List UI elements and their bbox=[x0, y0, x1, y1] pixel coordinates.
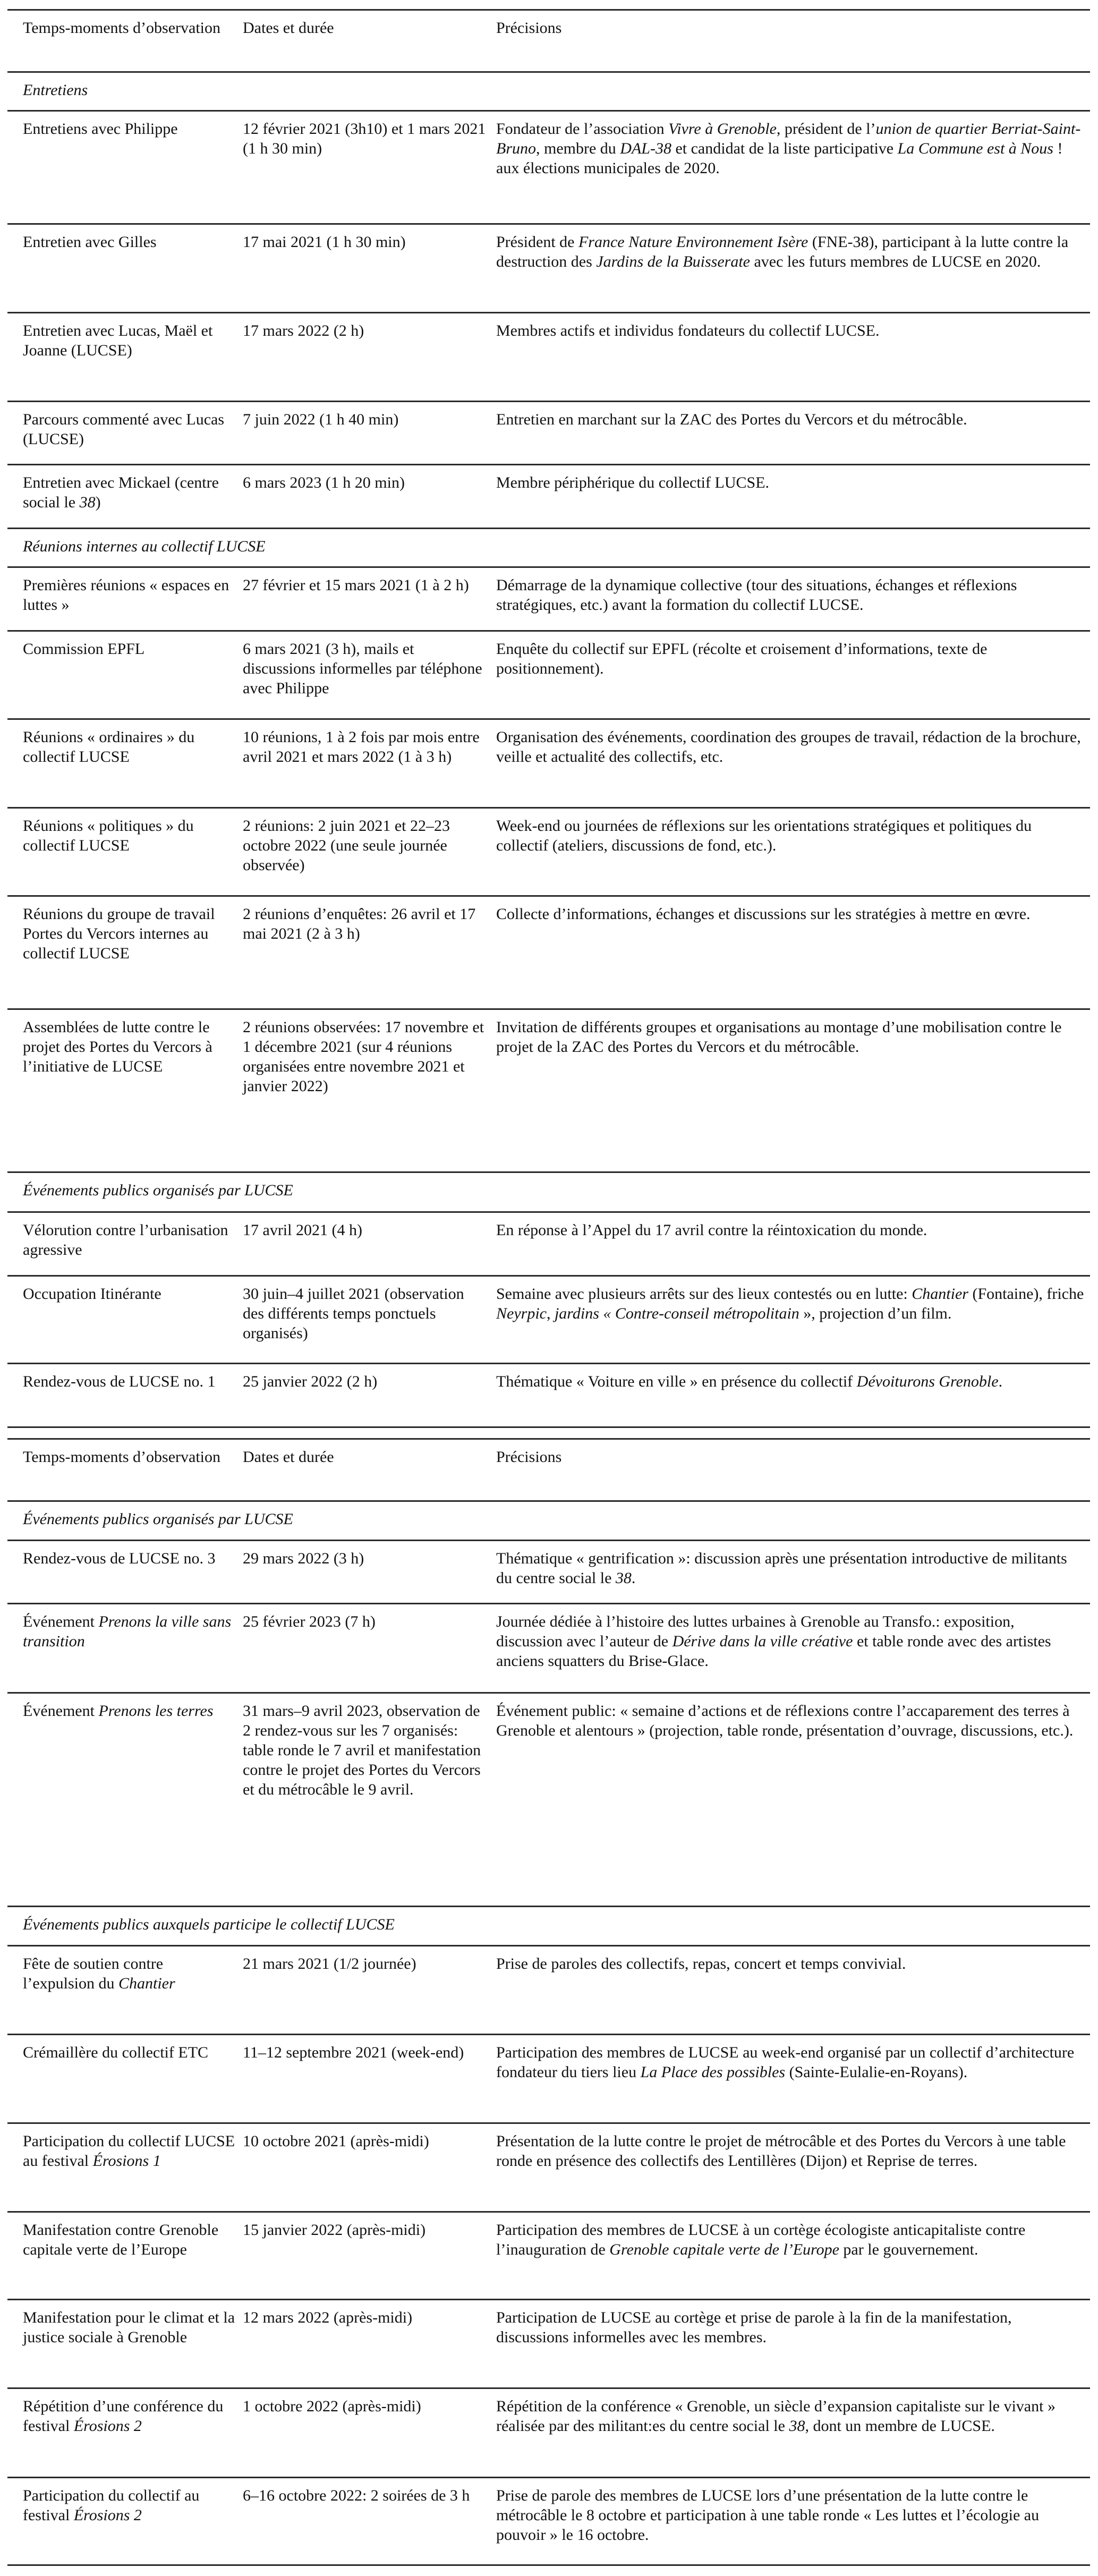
text: Commission EPFL bbox=[23, 640, 145, 658]
table-row bbox=[7, 1213, 1090, 1277]
cell-dates bbox=[243, 2478, 496, 2564]
text: Enquête du collectif sur EPFL (récolte et croisement d’informations, texte de positionnement). bbox=[496, 640, 988, 677]
text: Assemblées de lutte contre le projet des Portes du Vercors à l’initiative de LUCSE bbox=[23, 1018, 212, 1075]
cell-moment bbox=[7, 1541, 243, 1603]
cell-moment bbox=[7, 897, 243, 1008]
text: , bbox=[546, 1305, 555, 1322]
section-heading: Réunions internes au collectif LUCSE bbox=[23, 538, 266, 555]
italic-text: Érosions 2 bbox=[73, 2506, 142, 2524]
cell-moment bbox=[7, 225, 243, 312]
text: Événement bbox=[23, 1613, 99, 1630]
section-heading: Événements publics organisés par LUCSE bbox=[23, 1181, 293, 1199]
text: Entretien avec Gilles bbox=[23, 233, 157, 251]
text: (FNE-38), participant à la lutte contre la destruction des bbox=[496, 233, 1069, 270]
italic-text: Érosions 1 bbox=[92, 2152, 161, 2170]
text: Premières réunions « espaces en luttes » bbox=[23, 576, 229, 614]
cell-details bbox=[496, 112, 1090, 223]
cell-details bbox=[496, 313, 1090, 401]
cell-moment bbox=[7, 809, 243, 895]
italic-text: Dérive dans la ville créative bbox=[672, 1633, 853, 1650]
text: ) bbox=[95, 494, 101, 511]
text: 11–12 septembre 2021 (week-end) bbox=[243, 2044, 464, 2061]
cell-details bbox=[496, 1541, 1090, 1603]
text: . bbox=[631, 1569, 636, 1587]
text: Entretien avec Lucas, Maël et Joanne (LUCSE) bbox=[23, 322, 213, 359]
cell-moment bbox=[7, 1010, 243, 1171]
cell-moment bbox=[7, 2124, 243, 2211]
text: et candidat de la liste participative bbox=[671, 140, 898, 157]
text: 17 mai 2021 (1 h 30 min) bbox=[243, 233, 406, 251]
italic-text: 38 bbox=[79, 494, 96, 511]
header-details: Précisions bbox=[496, 19, 562, 37]
cell-details bbox=[496, 225, 1090, 312]
text: Manifestation pour le climat et la justice sociale à Grenoble bbox=[23, 2309, 235, 2346]
section-heading: Événements publics auxquels participe le collectif LUCSE bbox=[23, 1916, 395, 1933]
cell-details bbox=[496, 809, 1090, 895]
text: Rendez-vous de LUCSE no. 3 bbox=[23, 1550, 216, 1567]
table-body bbox=[7, 1502, 1090, 2566]
cell-dates bbox=[243, 897, 496, 1008]
text: Week-end ou journées de réflexions sur les orientations stratégiques et politiques du collectif (ateliers, discussions de fond, etc.). bbox=[496, 817, 1032, 854]
header-dates: Dates et durée bbox=[243, 19, 334, 37]
cell-details bbox=[496, 1364, 1090, 1426]
table-row bbox=[7, 1277, 1090, 1364]
text: 2 réunions observées: 17 novembre et 1 décembre 2021 (sur 4 réunions organisées entre novembre 2021 et janvier 2022) bbox=[243, 1018, 484, 1095]
table-row bbox=[7, 2035, 1090, 2124]
table-row bbox=[7, 2478, 1090, 2566]
table-row bbox=[7, 632, 1090, 720]
text: Membre périphérique du collectif LUCSE. bbox=[496, 474, 770, 491]
cell-details bbox=[496, 1010, 1090, 1171]
text: 1 octobre 2022 (après-midi) bbox=[243, 2398, 421, 2415]
table-row bbox=[7, 1010, 1090, 1173]
cell-dates bbox=[243, 632, 496, 718]
text: Invitation de différents groupes et organisations au montage d’une mobilisation contre le projet de la ZAC des Portes du Vercors et du métrocâble. bbox=[496, 1018, 1062, 1056]
table-row bbox=[7, 720, 1090, 809]
text: 30 juin–4 juillet 2021 (observation des différents temps ponctuels organisés) bbox=[243, 1285, 464, 1342]
cell-dates bbox=[243, 720, 496, 807]
text: Collecte d’informations, échanges et discussions sur les stratégies à mettre en œvre. bbox=[496, 905, 1031, 923]
section-heading-row bbox=[7, 1907, 1090, 1946]
cell-details bbox=[496, 568, 1090, 630]
table-row bbox=[7, 1946, 1090, 2035]
cell-moment bbox=[7, 1364, 243, 1426]
text: 2 réunions d’enquêtes: 26 avril et 17 mai 2021 (2 à 3 h) bbox=[243, 905, 476, 942]
italic-text: Neyrpic bbox=[496, 1305, 547, 1322]
text: Occupation Itinérante bbox=[23, 1285, 161, 1303]
cell-dates bbox=[243, 2124, 496, 2211]
italic-text: Prenons la ville sans transition bbox=[23, 1613, 232, 1650]
table-row bbox=[7, 313, 1090, 402]
table-row bbox=[7, 1541, 1090, 1604]
cell-dates bbox=[243, 568, 496, 630]
cell-details bbox=[496, 2389, 1090, 2477]
text: . bbox=[998, 1373, 1003, 1390]
cell-moment bbox=[7, 2035, 243, 2122]
text: , membre du bbox=[536, 140, 620, 157]
cell-details bbox=[496, 720, 1090, 807]
text: Manifestation contre Grenoble capitale verte de l’Europe bbox=[23, 2221, 219, 2258]
header-moments: Temps-moments d’observation bbox=[23, 1448, 220, 1466]
section-heading-row bbox=[7, 1502, 1090, 1541]
table-row bbox=[7, 897, 1090, 1010]
section-heading-row bbox=[7, 1173, 1090, 1213]
section-heading-row bbox=[7, 529, 1090, 568]
cell-moment bbox=[7, 313, 243, 401]
text: Présentation de la lutte contre le projet de métrocâble et des Portes du Vercors à une table ronde en présence des collectifs des Lentillères (Dijon) et Reprise de terres. bbox=[496, 2132, 1066, 2170]
cell-details bbox=[496, 632, 1090, 718]
text: 27 février et 15 mars 2021 (1 à 2 h) bbox=[243, 576, 469, 594]
text: Événement public: « semaine d’actions et de réflexions contre l’accaparement des terres à Grenoble et alentours » (projection, table ronde, présentation d’ouvrage, discussions, etc.). bbox=[496, 1702, 1074, 1739]
cell-moment bbox=[7, 112, 243, 223]
text: Participation du collectif LUCSE au festival bbox=[23, 2132, 235, 2170]
cell-dates bbox=[243, 225, 496, 312]
table-row bbox=[7, 568, 1090, 632]
text: 2 réunions: 2 juin 2021 et 22–23 octobre 2022 (une seule journée observée) bbox=[243, 817, 450, 874]
table-row bbox=[7, 2124, 1090, 2213]
cell-dates bbox=[243, 1694, 496, 1906]
cell-dates bbox=[243, 2213, 496, 2299]
cell-details bbox=[496, 1604, 1090, 1692]
italic-text: DAL-38 bbox=[620, 140, 671, 157]
text: 17 mars 2022 (2 h) bbox=[243, 322, 364, 339]
text: 21 mars 2021 (1/2 journée) bbox=[243, 1955, 416, 1973]
text: par le gouvernement. bbox=[839, 2241, 978, 2258]
observation-table-part-1 bbox=[7, 9, 1090, 1428]
cell-moment bbox=[7, 1694, 243, 1906]
cell-moment bbox=[7, 632, 243, 718]
cell-moment bbox=[7, 1277, 243, 1363]
text: , dont un membre de LUCSE. bbox=[805, 2417, 995, 2435]
text: 15 janvier 2022 (après-midi) bbox=[243, 2221, 426, 2239]
text: Fête de soutien contre l’expulsion du bbox=[23, 1955, 164, 1992]
italic-text: Grenoble capitale verte de l’Europe bbox=[609, 2241, 839, 2258]
cell-details bbox=[496, 2035, 1090, 2122]
text: Thématique « gentrification »: discussion après une présentation introductive de militants du centre social le bbox=[496, 1550, 1067, 1587]
text: (Fontaine), friche bbox=[968, 1285, 1084, 1303]
text: 25 février 2023 (7 h) bbox=[243, 1613, 376, 1630]
text: Participation du collectif au festival bbox=[23, 2487, 200, 2524]
table-row bbox=[7, 2213, 1090, 2300]
text: , président de l’ bbox=[776, 120, 876, 138]
italic-text: Chantier bbox=[912, 1285, 968, 1303]
text: 31 mars–9 avril 2023, observation de 2 rendez-vous sur les 7 organisés: table ronde le 7 avril et manifestation contre le projet des Portes du Vercors et du métrocâble le 9 avril. bbox=[243, 1702, 481, 1798]
text: Membres actifs et individus fondateurs du collectif LUCSE. bbox=[496, 322, 880, 339]
table-row bbox=[7, 2300, 1090, 2389]
text: 10 réunions, 1 à 2 fois par mois entre avril 2021 et mars 2022 (1 à 3 h) bbox=[243, 728, 480, 766]
cell-dates bbox=[243, 402, 496, 464]
cell-dates bbox=[243, 2035, 496, 2122]
italic-text: 38 bbox=[615, 1569, 632, 1587]
section-heading: Événements publics organisés par LUCSE bbox=[23, 1510, 293, 1528]
text: En réponse à l’Appel du 17 avril contre la réintoxication du monde. bbox=[496, 1221, 927, 1239]
text: Prise de paroles des collectifs, repas, concert et temps convivial. bbox=[496, 1955, 906, 1973]
text: ! aux élections municipales de 2020. bbox=[496, 140, 1063, 177]
table-header-row bbox=[7, 9, 1090, 73]
text: 25 janvier 2022 (2 h) bbox=[243, 1373, 378, 1390]
text: 6 mars 2023 (1 h 20 min) bbox=[243, 474, 405, 491]
cell-details bbox=[496, 1694, 1090, 1906]
text: et table ronde avec des artistes anciens squatters du Brise-Glace. bbox=[496, 1633, 1051, 1670]
cell-details bbox=[496, 402, 1090, 464]
cell-dates bbox=[243, 112, 496, 223]
text: Crémaillère du collectif ETC bbox=[23, 2044, 209, 2061]
header-moments: Temps-moments d’observation bbox=[23, 19, 220, 37]
text: Réunions « politiques » du collectif LUCSE bbox=[23, 817, 194, 854]
italic-text: Jardins de la Buisserate bbox=[596, 253, 750, 270]
header-dates: Dates et durée bbox=[243, 1448, 334, 1466]
cell-moment bbox=[7, 2389, 243, 2477]
section-heading-row bbox=[7, 73, 1090, 112]
cell-details bbox=[496, 2124, 1090, 2211]
cell-moment bbox=[7, 1946, 243, 2034]
italic-text: La Place des possibles bbox=[640, 2063, 786, 2081]
text: Rendez-vous de LUCSE no. 1 bbox=[23, 1373, 216, 1390]
section-heading: Entretiens bbox=[23, 81, 88, 99]
header-details: Précisions bbox=[496, 1448, 562, 1466]
cell-dates bbox=[243, 2389, 496, 2477]
cell-moment bbox=[7, 1213, 243, 1275]
text: Entretiens avec Philippe bbox=[23, 120, 178, 138]
table-row bbox=[7, 465, 1090, 529]
cell-moment bbox=[7, 2213, 243, 2299]
italic-text: Prenons les terres bbox=[98, 1702, 214, 1720]
text: Vélorution contre l’urbanisation agressive bbox=[23, 1221, 228, 1259]
table-row bbox=[7, 402, 1090, 465]
cell-dates bbox=[243, 1277, 496, 1363]
text: Entretien en marchant sur la ZAC des Portes du Vercors et du métrocâble. bbox=[496, 411, 967, 428]
text: Participation de LUCSE au cortège et prise de parole à la fin de la manifestation, discussions informelles avec les membres. bbox=[496, 2309, 1012, 2346]
text: 6–16 octobre 2022: 2 soirées de 3 h bbox=[243, 2487, 470, 2504]
text: 12 mars 2022 (après-midi) bbox=[243, 2309, 413, 2326]
table-row bbox=[7, 809, 1090, 897]
text: avec les futurs membres de LUCSE en 2020. bbox=[750, 253, 1041, 270]
text: Participation des membres de LUCSE au week-end organisé par un collectif d’architecture fondateur du tiers lieu bbox=[496, 2044, 1075, 2081]
text: Prise de parole des membres de LUCSE lors d’une présentation de la lutte contre le métrocâble le 8 octobre et participation à une table ronde « Les luttes et l’écologie au pouvoir » le 16 octobre. bbox=[496, 2487, 1040, 2544]
cell-details bbox=[496, 1213, 1090, 1275]
table-row bbox=[7, 225, 1090, 313]
cell-details bbox=[496, 1946, 1090, 2034]
text: Participation des membres de LUCSE à un cortège écologiste anticapitaliste contre l’inauguration de bbox=[496, 2221, 1026, 2258]
text: 17 avril 2021 (4 h) bbox=[243, 1221, 362, 1239]
text: Répétition de la conférence « Grenoble, un siècle d’expansion capitaliste sur le vivant » réalisée par des militant:es du centre social le bbox=[496, 2398, 1056, 2435]
cell-details bbox=[496, 2300, 1090, 2387]
text: Président de bbox=[496, 233, 578, 251]
cell-dates bbox=[243, 2300, 496, 2387]
cell-dates bbox=[243, 1010, 496, 1171]
text: Réunions du groupe de travail Portes du Vercors internes au collectif LUCSE bbox=[23, 905, 215, 962]
italic-text: La Commune est à Nous bbox=[897, 140, 1053, 157]
cell-moment bbox=[7, 1604, 243, 1692]
text: 7 juin 2022 (1 h 40 min) bbox=[243, 411, 399, 428]
italic-text: 38 bbox=[789, 2417, 805, 2435]
text: Répétition d’une conférence du festival bbox=[23, 2398, 224, 2435]
cell-details bbox=[496, 897, 1090, 1008]
cell-moment bbox=[7, 2478, 243, 2564]
cell-moment bbox=[7, 568, 243, 630]
cell-moment bbox=[7, 2300, 243, 2387]
text: », projection d’un film. bbox=[799, 1305, 952, 1322]
text: Démarrage de la dynamique collective (tour des situations, échanges et réflexions stratégiques, etc.) avant la formation du collectif LUCSE. bbox=[496, 576, 1017, 614]
cell-details bbox=[496, 2478, 1090, 2564]
text: Entretien avec Mickael (centre social le bbox=[23, 474, 219, 511]
cell-moment bbox=[7, 720, 243, 807]
text: (Sainte-Eulalie-en-Royans). bbox=[785, 2063, 968, 2081]
text: Réunions « ordinaires » du collectif LUCSE bbox=[23, 728, 195, 766]
cell-details bbox=[496, 2213, 1090, 2299]
cell-dates bbox=[243, 1213, 496, 1275]
italic-text: jardins « Contre-conseil métropolitain bbox=[554, 1305, 799, 1322]
cell-moment bbox=[7, 402, 243, 464]
italic-text: Érosions 2 bbox=[73, 2417, 142, 2435]
text: 29 mars 2022 (3 h) bbox=[243, 1550, 364, 1567]
text: Parcours commenté avec Lucas (LUCSE) bbox=[23, 411, 224, 448]
cell-dates bbox=[243, 465, 496, 528]
table-header-row bbox=[7, 1438, 1090, 1502]
text: Thématique « Voiture en ville » en présence du collectif bbox=[496, 1373, 857, 1390]
table-row bbox=[7, 1604, 1090, 1694]
text: Journée dédiée à l’histoire des luttes urbaines à Grenoble au Transfo.: exposition, discussion avec l’auteur de bbox=[496, 1613, 1015, 1650]
text: Organisation des événements, coordination des groupes de travail, rédaction de la brochure, veille et actualité des collectifs, etc. bbox=[496, 728, 1081, 766]
cell-dates bbox=[243, 1541, 496, 1603]
cell-dates bbox=[243, 1604, 496, 1692]
cell-dates bbox=[243, 1364, 496, 1426]
table-row bbox=[7, 112, 1090, 225]
text: 10 octobre 2021 (après-midi) bbox=[243, 2132, 429, 2150]
table-row bbox=[7, 2389, 1090, 2478]
text: 12 février 2021 (3h10) et 1 mars 2021 (1 h 30 min) bbox=[243, 120, 486, 157]
text: Semaine avec plusieurs arrêts sur des lieux contestés ou en lutte: bbox=[496, 1285, 912, 1303]
cell-dates bbox=[243, 809, 496, 895]
text: 6 mars 2021 (3 h), mails et discussions informelles par téléphone avec Philippe bbox=[243, 640, 482, 697]
cell-dates bbox=[243, 1946, 496, 2034]
table-row bbox=[7, 1364, 1090, 1428]
cell-details bbox=[496, 465, 1090, 528]
table-row bbox=[7, 1694, 1090, 1907]
text: Événement bbox=[23, 1702, 99, 1720]
table-body bbox=[7, 73, 1090, 1428]
cell-dates bbox=[243, 313, 496, 401]
italic-text: Chantier bbox=[118, 1975, 175, 1992]
italic-text: France Nature Environnement Isère bbox=[578, 233, 808, 251]
observation-table-part-2 bbox=[7, 1438, 1090, 2566]
cell-moment bbox=[7, 465, 243, 528]
italic-text: Vivre à Grenoble bbox=[668, 120, 777, 138]
italic-text: union de quartier Berriat-Saint-Bruno bbox=[496, 120, 1081, 157]
italic-text: Dévoiturons Grenoble bbox=[856, 1373, 999, 1390]
text: Fondateur de l’association bbox=[496, 120, 669, 138]
cell-details bbox=[496, 1277, 1090, 1363]
